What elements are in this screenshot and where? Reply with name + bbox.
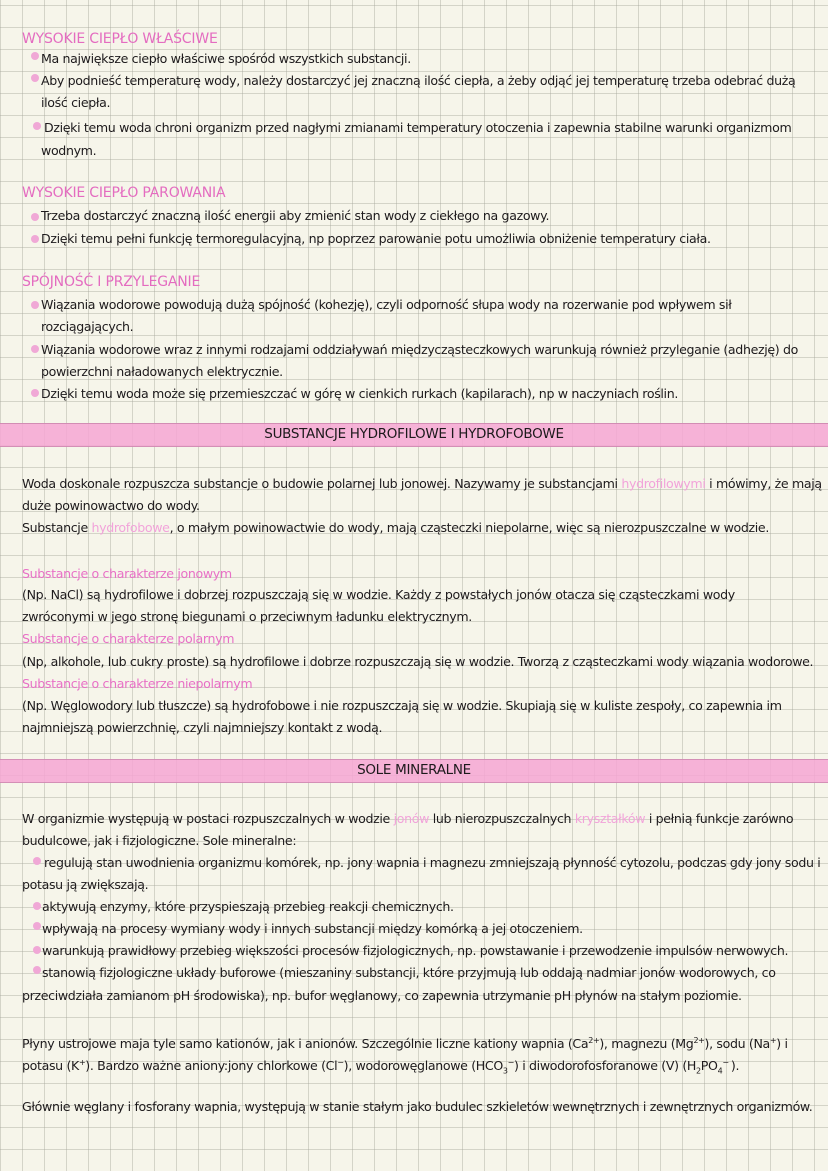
list-item: stanowią fizjologiczne układy buforowe (mieszaniny substancji, które przyjmują lub oddają nadmiar jonów wodorowych, co [42,965,776,980]
bullet-icon [33,946,41,954]
list-item: Ma największe ciepło właściwe spośród wszystkich substancji. [41,51,411,66]
list-item-continuation: przeciwdziała zamianom pH środowiska), np. bufor węglanowy, co zapewnia utrzymanie pH płynów na stałym poziomie. [22,988,742,1003]
heading-heat-of-vaporization: WYSOKIE CIEPŁO PAROWANIA [22,185,226,201]
list-item: aktywują enzymy, które przyspieszają przebieg reakcji chemicznych. [42,899,454,914]
paragraph-line: budulcowe, jak i fizjologiczne. Sole mineralne: [22,833,297,848]
paragraph-minerals-intro [22,808,793,830]
bullet-icon [33,902,41,910]
subscript: 4 [717,1066,723,1076]
highlight-term: kryształków [574,811,646,826]
highlight-term: hydrofobowe [91,520,170,535]
paragraph-hydrophobic [22,517,769,539]
list-item: Aby podnieść temperaturę wody, należy dostarczyć jej znaczną ilość ciepła, a żeby odjąć jej temperaturę trzeba odebrać dużą [41,73,796,88]
text: ) i [776,1036,788,1052]
bullet-icon [33,966,41,974]
paragraph-hydrophilic [22,473,822,495]
list-item: Dzięki temu woda chroni organizm przed nagłymi zmianami temperatury otoczenia i zapewnia stabilne warunki organizmom [44,120,792,135]
list-item: regulują stan uwodnienia organizmu komórek, np. jony wapnia i magnezu zmniejszają płynność cytozolu, podczas gdy jony sodu i [44,855,821,870]
list-item-continuation: wodnym. [41,143,97,158]
list-item: Dzięki temu pełni funkcję termoregulacyjną, np poprzez parowanie potu umożliwia obniżenie temperatury ciała. [41,231,711,246]
list-item: Wiązania wodorowe powodują dużą spójność (kohezję), czyli odporność słupa wody na rozerwanie pod wpływem sił [41,297,732,312]
heading-specific-heat: WYSOKIE CIEPŁO WŁAŚCIWE [22,31,218,47]
charge: + [78,1058,86,1067]
paragraph-line: (Np, alkohole, lub cukry proste) są hydrofilowe i dobrze rozpuszczają się w wodzie. Tworzą z cząsteczkami wody wiązania wodorowe. [22,654,814,669]
subscript: 3 [502,1066,508,1076]
band-title: SUBSTANCJE HYDROFILOWE I HYDROFOBOWE [264,426,564,442]
charge: − [337,1058,344,1067]
paragraph-line: (Np. NaCl) są hydrofilowe i dobrzej rozpuszczają się w wodzie. Każdy z powstałych jonów otacza się cząsteczkami wody [22,587,735,602]
text: PO [700,1058,718,1074]
bullet-icon [31,213,39,221]
section-band-hydro [0,423,828,447]
subheading-nonpolar: Substancje o charakterze niepolarnym [22,676,253,691]
bullet-icon [31,345,39,353]
band-title: SOLE MINERALNE [357,762,471,778]
charge: 2+ [588,1036,600,1045]
text: potasu (K [22,1058,79,1074]
bullet-icon [31,235,39,243]
list-item-continuation: potasu ją zwiększają. [22,877,149,892]
subheading-ionic: Substancje o charakterze jonowym [22,566,232,581]
text: ). [730,1058,740,1074]
subheading-polar: Substancje o charakterze polarnym [22,631,235,646]
paragraph-line: zwróconymi w jego stronę biegunami o przeciwnym ładunku elektrycznym. [22,609,472,624]
list-item-continuation: powierzchni naładowanych elektrycznie. [41,364,283,379]
heading-cohesion-adhesion: SPÓJNOŚĆ I PRZYLEGANIE [22,274,201,290]
subscript: 2 [696,1066,701,1076]
list-item: warunkują prawidłowy przebieg większości procesów fizjologicznych, np. powstawanie i przewodzenie impulsów nerwowych. [42,943,789,958]
text: ). Bardzo ważne aniony:jony chlorkowe (Cl [85,1058,338,1074]
charge: 2+ [693,1036,705,1045]
list-item: Wiązania wodorowe wraz z innymi rodzajami oddziaływań międzycząsteczkowych warunkują również przyleganie (adhezję) do [41,342,798,357]
list-item: wpływają na procesy wymiany wody i innych substancji między komórką a jej otoczeniem. [42,921,583,936]
list-item-continuation: ilość ciepła. [41,95,111,110]
paragraph-line: (Np. Węglowodory lub tłuszcze) są hydrofobowe i nie rozpuszczają się w wodzie. Skupiają się w kuliste zespoły, co zapewnia im [22,698,782,713]
highlight-term: jonów [393,811,430,826]
paragraph-final: Głównie węglany i fosforany wapnia, występują w stanie stałym jako budulec szkieletów wewnętrznych i zewnętrznych organizmów. [22,1099,813,1114]
text: Substancje [22,520,92,535]
text: Płyny ustrojowe maja tyle samo kationów, jak i anionów. Szczególnie liczne kationy wapnia (Ca [22,1036,589,1052]
bullet-icon [33,857,41,865]
bullet-icon [31,389,39,397]
bullet-icon [33,122,41,130]
text: i mówimy, że mają [705,476,822,491]
bullet-icon [31,74,39,82]
text: W organizmie występują w postaci rozpuszczalnych w wodzie [22,811,394,826]
paragraph-line: duże powinowactwo do wody. [22,498,200,513]
text: ), wodorowęglanowe (HCO [343,1058,503,1074]
list-item: Dzięki temu woda może się przemieszczać w górę w cienkich rurkach (kapilarach), np w naczyniach roślin. [41,386,678,401]
list-item: Trzeba dostarczyć znaczną ilość energii aby zmienić stan wody z ciekłego na gazowy. [41,208,550,223]
paragraph-line: najmniejszą powierzchnię, czyli najmniejszy kontakt z wodą. [22,720,383,735]
bullet-icon [33,922,41,930]
section-band-minerals [0,759,828,783]
paragraph-anions [22,1052,739,1083]
text: Woda doskonale rozpuszcza substancje o budowie polarnej lub jonowej. Nazywamy je substancjami [22,476,622,491]
charge: + [769,1036,777,1045]
bullet-icon [31,301,39,309]
charge: − [507,1058,515,1067]
text: ), sodu (Na [704,1036,770,1052]
text: , o małym powinowactwie do wody, mają cząsteczki niepolarne, więc są nierozpuszczalne w wodzie. [169,520,769,535]
highlight-term: hydrofilowymi [621,476,706,491]
text: ) i diwodorofosforanowe (V) (H [514,1058,697,1074]
text: ), magnezu (Mg [599,1036,694,1052]
charge: − [722,1058,731,1067]
text: lub nierozpuszczalnych [429,811,575,826]
list-item-continuation: rozciągających. [41,319,134,334]
bullet-icon [31,52,39,60]
text: i pełnią funkcje zarówno [645,811,794,826]
